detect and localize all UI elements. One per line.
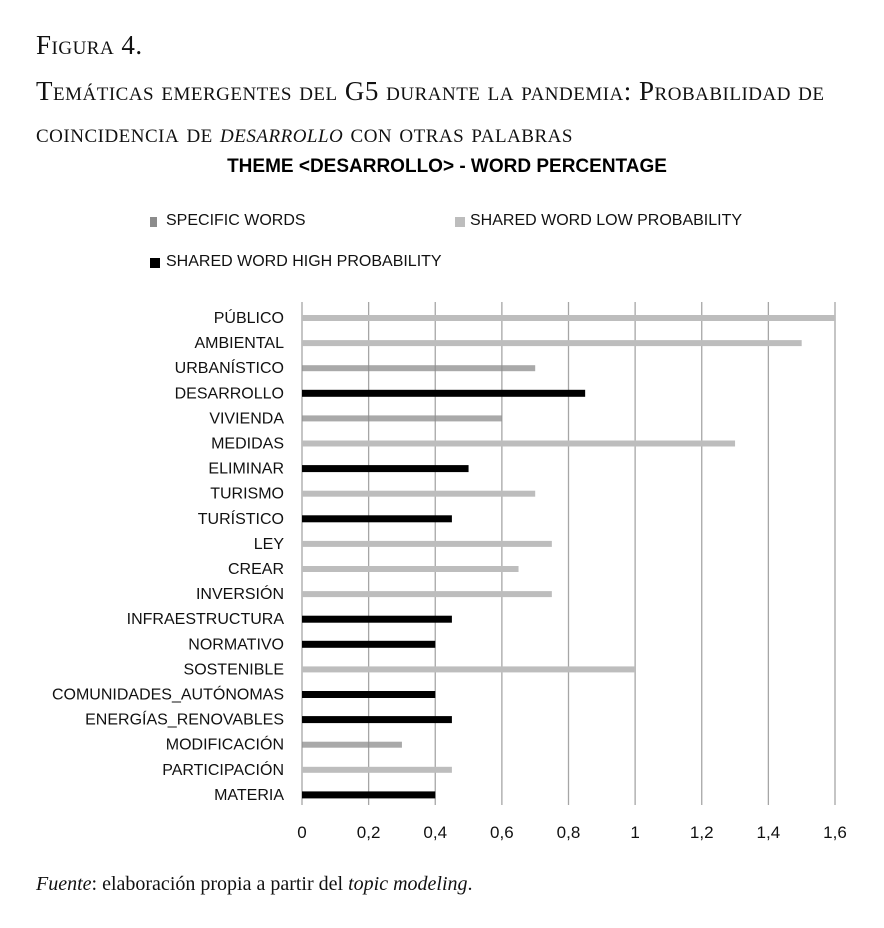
category-label: PARTICIPACIÓN (162, 761, 284, 779)
bar-low (302, 541, 552, 547)
x-tick-label: 1,6 (823, 823, 847, 842)
bar-low (302, 666, 635, 672)
bar-high (302, 641, 435, 648)
bar-low (302, 591, 552, 597)
category-label: CREAR (227, 561, 284, 578)
x-tick-label: 1 (630, 823, 640, 842)
bar-low (302, 340, 802, 346)
legend-label-low: SHARED WORD LOW PROBABILITY (470, 212, 743, 229)
bar-high (302, 791, 435, 798)
x-tick-label: 0 (297, 823, 307, 842)
bar-low (302, 566, 519, 572)
category-label: VIVIENDA (209, 410, 284, 428)
source-prefix: Fuente (36, 873, 92, 895)
x-tick-label: 1,4 (756, 823, 781, 842)
x-tick-label: 0,4 (423, 823, 448, 842)
x-tick-label: 1,2 (689, 823, 714, 842)
category-label: COMUNIDADES_AUTÓNOMAS (51, 686, 284, 704)
caption-title-italic: desarrollo (220, 118, 344, 148)
x-tick-label: 0,6 (490, 823, 514, 842)
bar-high (302, 515, 452, 522)
category-label: MATERIA (214, 786, 284, 804)
bar-low (302, 491, 535, 497)
category-label: NORMATIVO (188, 636, 284, 654)
figure-number: Figura 4. (36, 30, 143, 60)
category-label: URBANÍSTICO (174, 360, 284, 378)
bar-high (302, 716, 452, 723)
figure-source (36, 873, 473, 896)
category-label: SOSTENIBLE (183, 661, 284, 679)
category-label: INFRAESTRUCTURA (126, 611, 284, 629)
bar-high (302, 691, 435, 698)
bar-high (302, 465, 469, 472)
x-tick-label: 0,2 (356, 823, 381, 842)
category-label: LEY (253, 535, 284, 553)
category-label: MODIFICACIÓN (165, 736, 284, 754)
category-label: DESARROLLO (174, 385, 284, 403)
category-label: ELIMINAR (208, 460, 284, 478)
category-label: TURÍSTICO (197, 510, 284, 528)
caption-title-part1: Temáticas emergentes del G5 durante la pandemia: Probabilidad de coincidencia de (36, 76, 825, 148)
caption-title-part2: con otras palabras (343, 118, 573, 148)
bar-low (302, 441, 735, 447)
chart-title: THEME <DESARROLLO> - WORD PERCENTAGE (227, 156, 667, 177)
legend-label-high: SHARED WORD HIGH PROBABILITY (166, 253, 442, 270)
bar-specific (302, 742, 402, 748)
source-suffix: . (467, 873, 473, 895)
bar-high (302, 616, 452, 623)
category-label: ENERGÍAS_RENOVABLES (85, 711, 284, 729)
legend-label-specific: SPECIFIC WORDS (166, 212, 306, 229)
bar-specific (302, 365, 535, 371)
bar-high (302, 390, 585, 397)
bar-low (302, 767, 452, 773)
category-label: MEDIDAS (211, 435, 284, 453)
source-italic: topic modeling (348, 873, 468, 895)
bar-low (302, 315, 835, 321)
source-text: : elaboración propia a partir del (91, 873, 349, 895)
category-label: PÚBLICO (213, 310, 284, 327)
category-label: INVERSIÓN (195, 586, 284, 604)
bar-specific (302, 415, 502, 421)
x-tick-label: 0,8 (556, 823, 581, 842)
category-label: TURISMO (210, 485, 284, 503)
category-label: AMBIENTAL (194, 335, 284, 353)
